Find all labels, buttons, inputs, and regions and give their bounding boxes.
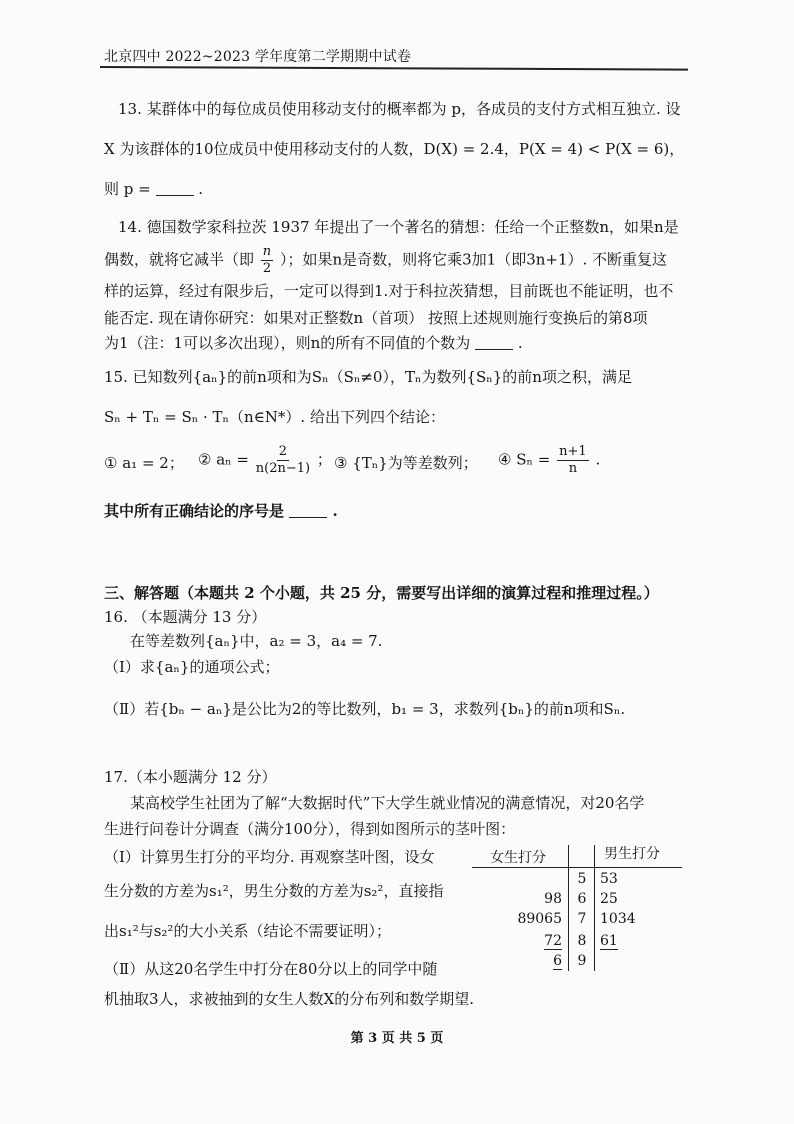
q13-line2: X 为该群体的10位成员中使用移动支付的人数，D(X) = 2.4，P(X = 4) < P(X = 6)， — [104, 140, 685, 158]
q13-answer-suffix: . — [198, 180, 204, 198]
q17-part2-line2: 机抽取3人，求被抽到的女生人数X的分布列和数学期望. — [104, 990, 474, 1008]
q13-line1: 13. 某群体中的每位成员使用移动支付的概率都为 p，各成员的支付方式相互独立. 设 — [118, 100, 681, 118]
stem: 9 — [577, 953, 587, 969]
q14-line5 — [104, 332, 523, 353]
q15-option4-suffix: . — [595, 450, 601, 469]
q14-line5-text: 为1（注：1可以多次出现），则n的所有不同值的个数为 — [104, 334, 471, 352]
page-footer: 第 3 页 共 5 页 — [350, 1031, 444, 1046]
female-leaves — [472, 933, 562, 949]
q14-fraction — [261, 244, 273, 277]
q15-answer-blank — [289, 516, 327, 518]
q14-line2-text: 偶数，就将它减半（即 — [104, 250, 255, 269]
q15-opt4-num: n+1 — [559, 444, 587, 459]
female-header: 女生打分 — [490, 850, 546, 866]
q15-option2-suffix: ； — [316, 450, 332, 469]
male-leaves: 53 — [600, 871, 618, 887]
q15-option2-fraction — [256, 444, 310, 477]
q15-option4-fraction — [557, 444, 589, 477]
q15-opt2-den: n(2n−1) — [255, 461, 311, 476]
q17-line2: 生进行问卷计分调查（满分100分），得到如图所示的茎叶图： — [104, 820, 516, 838]
stem-right-rule — [594, 845, 595, 971]
q17-line1: 某高校学生社团为了解“大数据时代”下大学生就业情况的满意情况，对20名学 — [130, 794, 645, 812]
q13-answer-prefix: 则 p = — [104, 180, 151, 198]
stem: 5 — [577, 871, 587, 887]
q14-line4: 能否定. 现在请你研究：如果对正整数n（首项） 按照上述规则施行变换后的第8项 — [104, 309, 648, 327]
q14-line2 — [104, 244, 667, 277]
female-leaves-text: 72 — [544, 933, 562, 949]
q15-option1: ① a₁ = 2； — [104, 454, 184, 472]
q17-part1-line1: （Ⅰ）计算男生打分的平均分. 再观察茎叶图，设女 — [104, 848, 435, 866]
page-header: 北京四中 2022~2023 学年度第二学期期中试卷 — [104, 49, 412, 65]
q15-option2-label: ② aₙ = — [198, 450, 249, 469]
stem: 6 — [577, 891, 587, 907]
stem: 8 — [577, 933, 587, 949]
stem-leaf-plot — [472, 843, 694, 975]
q14-frac-num: n — [262, 244, 272, 259]
male-leaves: 25 — [600, 891, 618, 907]
q15-line4-suffix: . — [332, 502, 338, 520]
q15-opt2-num: 2 — [278, 444, 288, 459]
q13-line3 — [104, 178, 203, 199]
q15-line4-text: 其中所有正确结论的序号是 — [104, 502, 285, 520]
q15-option4 — [498, 444, 600, 477]
q17-part1-line3: 出s₁²与s₂²的大小关系（结论不需要证明）； — [104, 922, 391, 940]
q16-title: 16. （本题满分 13 分） — [104, 608, 267, 626]
q14-line5-suffix: . — [517, 334, 523, 352]
q14-answer-blank — [475, 348, 513, 350]
female-leaves: 89065 — [517, 911, 562, 927]
male-header: 男生打分 — [604, 846, 660, 862]
female-leaves-text: 6 — [553, 953, 562, 969]
section-title: 三、解答题（本题共 2 个小题，共 25 分，需要写出详细的演算过程和推理过程。） — [104, 584, 659, 602]
q13-answer-blank — [156, 194, 194, 196]
male-leaves — [600, 933, 618, 949]
q14-frac-den: 2 — [262, 261, 272, 276]
header-rule — [100, 66, 688, 71]
header-rule — [472, 867, 682, 868]
q15-option4-label: ④ Sₙ = — [498, 450, 551, 469]
q15-line2: Sₙ + Tₙ = Sₙ · Tₙ（n∈N*）. 给出下列四个结论： — [104, 408, 445, 426]
q15-opt4-den: n — [568, 461, 578, 476]
female-leaves: 98 — [544, 891, 562, 907]
male-leaves: 1034 — [600, 911, 636, 927]
female-leaves — [472, 953, 562, 969]
q17-part1-line2: 生分数的方差为s₁²，男生分数的方差为s₂²，直接指 — [104, 882, 444, 900]
q17-title: 17.（本小题满分 12 分） — [104, 768, 277, 786]
q15-option3: ③ {Tₙ}为等差数列； — [334, 454, 478, 472]
q15-line1: 15. 已知数列{aₙ}的前n项和为Sₙ（Sₙ≠0），Tₙ为数列{Sₙ}的前n项之积，满足 — [104, 368, 632, 386]
stem-left-rule — [568, 845, 569, 971]
male-leaves-text: 61 — [600, 933, 618, 949]
q14-line1: 14. 德国数学家科拉茨 1937 年提出了一个著名的猜想：任给一个正整数n，如果n是 — [118, 218, 679, 236]
q16-part2: （Ⅱ）若{bₙ − aₙ}是公比为2的等比数列，b₁ = 3，求数列{bₙ}的前n项和Sₙ. — [104, 700, 626, 718]
q15-line4 — [104, 500, 338, 521]
q14-line2-rest: ）；如果n是奇数，则将它乘3加1（即3n+1）. 不断重复这 — [279, 250, 668, 269]
q16-line1: 在等差数列{aₙ}中，a₂ = 3，a₄ = 7. — [130, 632, 383, 650]
q14-line3: 样的运算，经过有限步后，一定可以得到1.对于科拉茨猜想，目前既也不能证明，也不 — [104, 282, 674, 300]
q15-option2 — [198, 444, 332, 477]
q16-part1: （Ⅰ）求{aₙ}的通项公式； — [104, 658, 280, 676]
q17-part2-line1: （Ⅱ）从这20名学生中打分在80分以上的同学中随 — [104, 960, 438, 978]
stem: 7 — [577, 911, 587, 927]
